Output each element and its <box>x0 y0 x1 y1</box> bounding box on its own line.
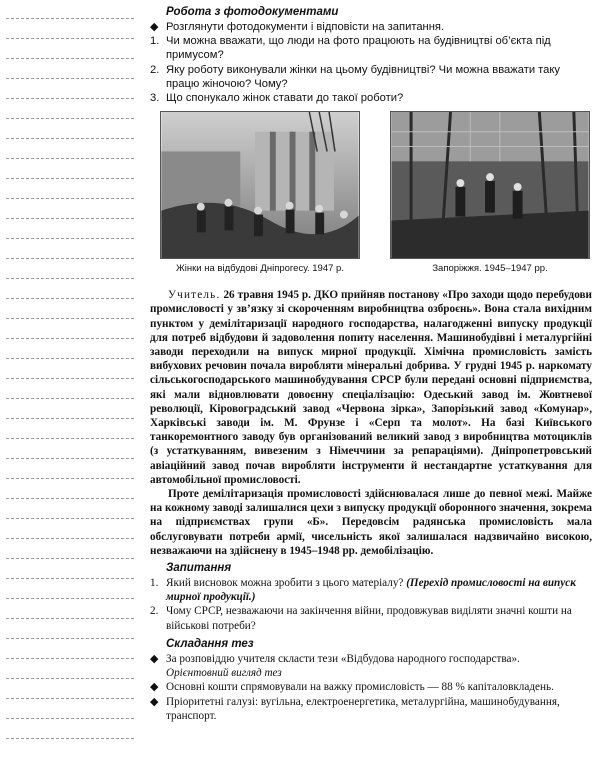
note-line <box>6 218 134 219</box>
note-line <box>6 518 134 519</box>
note-line <box>6 378 134 379</box>
note-line <box>6 398 134 399</box>
margin-note-lines <box>0 0 140 757</box>
question-1: 1. Який висновок можна зробити з цього матеріалу? (Перехід промисловості на випуск мирної продукції.) <box>150 577 576 604</box>
note-line <box>6 298 134 299</box>
thesis-subtitle: Орієнтовний вигляд тез <box>166 667 282 680</box>
teacher-paragraph-1 <box>150 288 592 487</box>
note-line <box>6 718 134 719</box>
note-line <box>6 438 134 439</box>
thesis-task: ◆ За розповіддю учителя скласти тези «Відбудова народного господарства». Орієнтовний вигляд тез <box>150 652 520 680</box>
note-line <box>6 198 134 199</box>
photo-question-3: 3. Що спонукало жінок ставати до такої роботи? <box>150 92 404 105</box>
note-line <box>6 678 134 679</box>
note-line <box>6 178 134 179</box>
photo-caption-1: Жінки на відбудові Дніпрогесу. 1947 р. <box>176 263 344 275</box>
question-2: 2. Чому СРСР, незважаючи на закінчення війни, продовжував виділяти значні кошти на військові потреби? <box>150 605 572 632</box>
note-line <box>6 278 134 279</box>
note-line <box>6 638 134 639</box>
diamond-bullet-icon: ◆ <box>150 695 159 708</box>
teacher-body: Вона стала вихідним пунктом у демілітаризації народного господарства, налагодженні випуску продукції для потреб відбудови й задоволення попиту населення. Машинобудівні і металургійні заводи переходили на випуск мирної продукції. Хімічна промисловість замість вибухових речовин почала виробляти мінеральні добрива. У грудні 1945 р. наркомату сільськогосподарського машинобудування СРСР були передані основні підприємства, які мали відновлювати довоєнну спеціалізацію: Одеський завод ім. Жовтневої революції, Кіровоградський завод «Червона зірка», Запорізький завод «Комунар», Харківські заводи ім. М. Фрунзе і «Серп та молот». На базі Київського танкоремонтного заводу був організований великий завод з виробництва мотоциклів (з устаткуванням, вивезеним з Німеччини за репараціями). Дніпропетровський авіаційний завод почав виробляти інструменти й нестандартне устаткування для автомобільної промисловості. <box>150 303 592 486</box>
note-line <box>6 698 134 699</box>
photo-question-1: 1. Чи можна вважати, що люди на фото працюють на будівництві об’єкта під примусом? <box>150 35 551 62</box>
note-line <box>6 558 134 559</box>
photo-factory-workers <box>390 111 590 259</box>
note-line <box>6 318 134 319</box>
question-1-hint: (Перехід промисловості на випуск мирної продукції.) <box>166 577 576 604</box>
note-line <box>6 98 134 99</box>
note-line <box>6 598 134 599</box>
note-line <box>6 478 134 479</box>
teacher-lead: 26 травня 1945 р. ДКО прийняв постанову «Про заходи щодо перебудови промисловості у зв’язку зі скороченням виробництва озброєнь». <box>150 289 593 316</box>
photo-zaporizhzhia <box>390 111 590 274</box>
note-line <box>6 658 134 659</box>
diamond-bullet-icon: ◆ <box>150 21 159 33</box>
thesis-item-1: ◆ Основні кошти спрямовували на важку промисловість — 88 % капіталовкладень. <box>150 681 554 694</box>
note-line <box>6 458 134 459</box>
page-content <box>150 6 592 723</box>
note-line <box>6 38 134 39</box>
section-title-questions: Запитання <box>166 562 232 575</box>
note-line <box>6 58 134 59</box>
note-line <box>6 738 134 739</box>
thesis-item-2: ◆ Пріоритетні галузі: вугільна, електроенергетика, металургійна, машинобудування, транспорт. <box>150 695 560 722</box>
note-line <box>6 158 134 159</box>
note-line <box>6 538 134 539</box>
note-line <box>6 238 134 239</box>
speaker-label: Учитель. <box>168 289 221 302</box>
note-line <box>6 498 134 499</box>
photo-construction-women <box>160 111 360 259</box>
note-line <box>6 618 134 619</box>
diamond-bullet-icon: ◆ <box>150 681 159 694</box>
section-title-photo: Робота з фотодокументами <box>166 6 339 18</box>
note-line <box>6 338 134 339</box>
note-line <box>6 358 134 359</box>
note-line <box>6 578 134 579</box>
photo-dniprohes <box>160 111 360 274</box>
intro-line: ◆ Розглянути фотодокументи і відповісти на запитання. <box>150 21 445 33</box>
teacher-paragraph-2: Проте демілітаризація промисловості здійснювалася лише до певної межі. Майже на кожному заводі залишалися цехи з випуску продукції оборонного значення, зокрема на підприємствах групи «Б». Передовсім радянська промисловість мала обслуговувати потреби армії, чисельність якої залишалася надзвичайно високою, незважаючи на здійснену в 1945–1948 рр. демобілізацію. <box>150 488 592 557</box>
note-line <box>6 118 134 119</box>
photo-caption-2: Запоріжжя. 1945–1947 рр. <box>432 263 548 275</box>
section-title-theses: Складання тез <box>166 637 254 650</box>
note-line <box>6 18 134 19</box>
note-line <box>6 258 134 259</box>
note-line <box>6 138 134 139</box>
diamond-bullet-icon: ◆ <box>150 652 159 665</box>
photo-question-2: 2. Яку роботу виконували жінки на цьому будівництві? Чи можна вважати таку працю жіночою? Чому? <box>150 63 561 90</box>
photo-row <box>160 111 590 274</box>
note-line <box>6 78 134 79</box>
note-line <box>6 418 134 419</box>
